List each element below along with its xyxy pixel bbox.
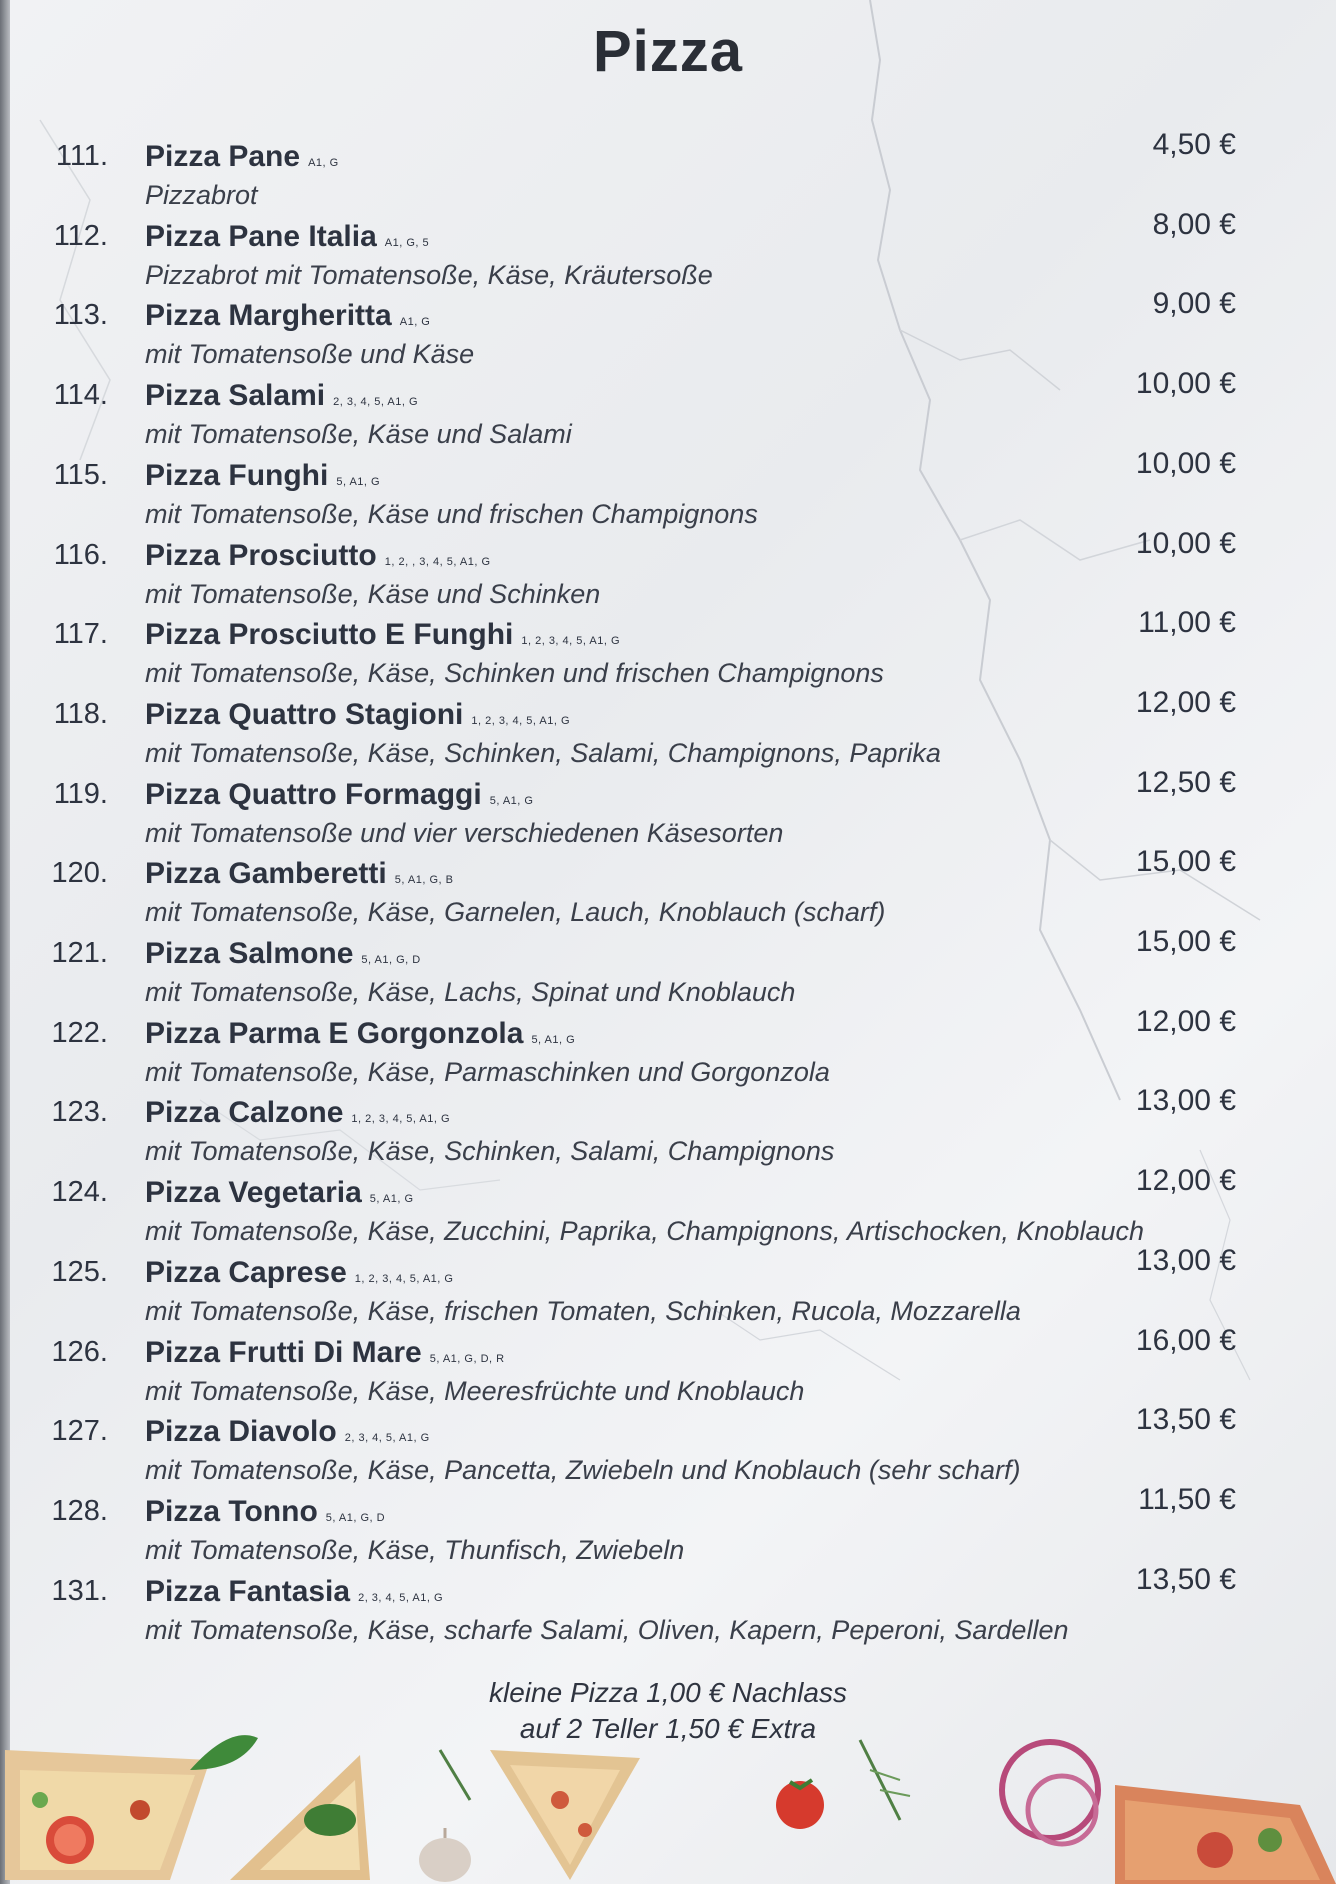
item-name [145,1336,505,1370]
item-number: 131. [51,1574,108,1607]
item-description: mit Tomatensoße, Käse und frischen Champignons [145,498,758,529]
item-name-text: Pizza Salami [145,379,326,413]
item-price: 9,00 € [1152,287,1236,321]
item-allergens: 1, 2, 3, 4, 5, A1, G [354,1272,454,1285]
item-name-text: Pizza Calzone [145,1096,344,1130]
footer-line-small-pizza: kleine Pizza 1,00 € Nachlass [489,1677,847,1708]
item-name [145,1017,575,1051]
tomato-icon [776,1780,824,1829]
item-name-text: Pizza Margheritta [145,299,392,333]
item-name [145,698,570,732]
item-price: 16,00 € [1135,1323,1236,1357]
item-number: 112. [53,219,108,252]
item-description: mit Tomatensoße, Käse, Schinken und frischen Champignons [145,658,884,689]
item-name [145,140,339,174]
item-name-text: Pizza Frutti Di Mare [145,1335,422,1369]
item-price: 10,00 € [1135,446,1236,480]
item-name [145,1256,453,1290]
item-name [145,1575,443,1609]
item-name [145,379,418,413]
item-number: 126. [51,1335,108,1368]
item-name-text: Pizza Tonno [145,1494,318,1528]
item-description: mit Tomatensoße, Käse, Garnelen, Lauch, Knoblauch (scharf) [145,897,886,928]
item-name-text: Pizza Diavolo [145,1415,337,1449]
item-name-text: Pizza Fantasia [145,1574,351,1608]
item-price: 12,00 € [1135,685,1236,719]
item-name-text: Pizza Quattro Formaggi [145,777,482,811]
item-description: Pizzabrot mit Tomatensoße, Käse, Kräutersoße [145,259,713,290]
item-description: mit Tomatensoße, Käse, scharfe Salami, Oliven, Kapern, Peperoni, Sardellen [145,1614,1069,1645]
item-allergens: 5, A1, G [369,1193,414,1206]
item-number: 127. [51,1415,108,1448]
item-name-text: Pizza Gamberetti [145,857,387,891]
item-number: 113. [53,299,108,332]
item-name [145,1176,414,1210]
item-allergens: 2, 3, 4, 5, A1, G [333,396,419,409]
item-price: 12,00 € [1135,1164,1236,1198]
item-name-text: Pizza Vegetaria [145,1176,362,1210]
item-number: 111. [55,140,108,172]
item-name [145,299,430,333]
item-allergens: 5, A1, G, B [394,874,454,887]
item-number: 128. [51,1494,108,1527]
item-allergens: 1, 2, 3, 4, 5, A1, G [351,1113,451,1126]
item-description: mit Tomatensoße, Käse, Lachs, Spinat und Knoblauch [145,977,796,1007]
item-description: mit Tomatensoße, Käse, frischen Tomaten, Schinken, Rucola, Mozzarella [145,1295,1021,1326]
item-name [145,857,453,891]
item-description: mit Tomatensoße, Käse, Thunfisch, Zwiebeln [145,1534,685,1565]
pizza-decoration-strip [0,1730,1336,1884]
item-price: 13,50 € [1135,1403,1236,1437]
item-price: 11,00 € [1138,606,1236,640]
garlic-icon [419,1828,471,1882]
item-description: mit Tomatensoße und vier verschiedenen Käsesorten [145,817,784,848]
item-allergens: 2, 3, 4, 5, A1, G [344,1432,430,1445]
pizza-slice-center-icon [490,1750,640,1880]
item-number: 123. [51,1096,108,1129]
item-price: 4,50 € [1152,128,1236,161]
item-price: 13,00 € [1135,1084,1236,1118]
item-name [145,220,429,254]
item-name [145,937,421,971]
item-price: 12,00 € [1135,1004,1236,1038]
onion-ring-icon [1002,1742,1098,1844]
item-description: mit Tomatensoße, Käse, Schinken, Salami, Champignons, Paprika [145,737,941,768]
pizza-slice-left-icon [5,1750,210,1880]
menu-item [0,1562,1336,1655]
item-allergens: 5, A1, G, D [325,1511,386,1524]
item-name-text: Pizza Pane Italia [145,219,377,253]
item-name-text: Pizza Pane [145,140,301,173]
item-price: 12,50 € [1135,765,1236,799]
item-price: 8,00 € [1152,207,1236,241]
item-number: 116. [53,538,108,571]
item-allergens: 1, 2, , 3, 4, 5, A1, G [384,555,491,568]
item-price: 10,00 € [1135,526,1236,560]
item-number: 115. [53,458,108,491]
item-allergens: 1, 2, 3, 4, 5, A1, G [471,714,571,727]
item-name [145,618,620,652]
item-name [145,1415,430,1449]
item-price: 15,00 € [1135,925,1236,958]
item-description: mit Tomatensoße, Käse, Schinken, Salami, Champignons [145,1136,835,1167]
item-allergens: A1, G, 5 [384,236,430,249]
item-number: 120. [51,857,108,890]
item-allergens: 5, A1, G, D, R [429,1352,505,1365]
item-number: 117. [53,618,108,651]
item-name-text: Pizza Caprese [145,1255,347,1289]
page-title: Pizza [592,19,744,84]
item-number: 121. [51,937,108,969]
item-number: 125. [51,1255,108,1288]
item-name [145,1495,385,1529]
item-allergens: 5, A1, G, D [361,954,421,966]
item-price: 13,00 € [1135,1243,1236,1277]
item-description: mit Tomatensoße, Käse, Pancetta, Zwiebeln und Knoblauch (sehr scharf) [145,1455,1021,1486]
item-number: 124. [51,1176,108,1209]
item-description: Pizzabrot [145,180,258,210]
item-name-text: Pizza Salmone [145,937,354,970]
item-number: 118. [53,697,108,730]
item-price: 13,50 € [1135,1562,1236,1596]
item-allergens: 5, A1, G [531,1033,576,1046]
item-name [145,459,380,493]
item-name-text: Pizza Parma E Gorgonzola [145,1016,524,1050]
item-allergens: 5, A1, G [336,475,381,488]
item-allergens: A1, G [308,157,339,169]
item-description: mit Tomatensoße, Käse, Meeresfrüchte und Knoblauch [145,1375,805,1406]
item-number: 119. [53,777,108,810]
item-allergens: A1, G [399,316,431,329]
item-description: mit Tomatensoße, Käse und Salami [145,419,572,450]
item-number: 114. [53,379,108,412]
item-name [145,1096,450,1130]
item-name-text: Pizza Prosciutto E Funghi [145,618,514,652]
pizza-slice-right-icon [1115,1785,1336,1884]
pizza-slice-center-left-icon [230,1755,370,1880]
item-name [145,778,533,812]
item-allergens: 1, 2, 3, 4, 5, A1, G [521,635,621,648]
footer-line-extra-plate: auf 2 Teller 1,50 € Extra [519,1713,817,1744]
item-price: 11,50 € [1138,1482,1236,1516]
item-name [145,539,491,573]
item-description: mit Tomatensoße, Käse, Parmaschinken und Gorgonzola [145,1056,830,1087]
item-description: mit Tomatensoße, Käse, Zucchini, Paprika, Champignons, Artischocken, Knoblauch [145,1216,1144,1247]
item-name-text: Pizza Funghi [145,458,329,492]
item-price: 10,00 € [1135,367,1236,401]
item-name-text: Pizza Quattro Stagioni [145,697,464,731]
item-description: mit Tomatensoße, Käse und Schinken [145,578,601,609]
item-allergens: 2, 3, 4, 5, A1, G [358,1591,444,1604]
item-description: mit Tomatensoße und Käse [145,339,475,370]
item-number: 122. [51,1016,108,1049]
item-name-text: Pizza Prosciutto [145,538,377,572]
item-price: 15,00 € [1135,845,1236,879]
item-allergens: 5, A1, G [489,794,534,807]
basil-leaf-icon [190,1735,258,1770]
